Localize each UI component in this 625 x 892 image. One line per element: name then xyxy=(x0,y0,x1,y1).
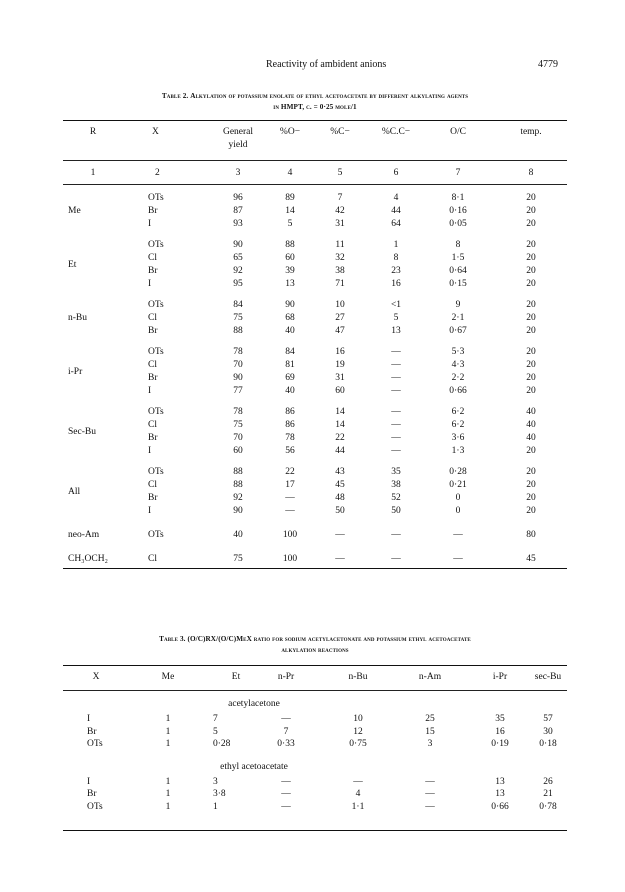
table2-colnum-2: 3 xyxy=(235,168,241,178)
table2-colnum-1: 2 xyxy=(155,168,160,178)
table2-cell: 1·3 xyxy=(451,446,465,456)
table3-header-1: Me xyxy=(161,672,175,682)
table2-cell: 16 xyxy=(391,279,401,289)
table2-cell-X: OTs xyxy=(148,407,164,417)
table2-cell: 38 xyxy=(335,266,345,276)
table2-cell: 0·05 xyxy=(449,219,467,229)
table2-cell: 0·16 xyxy=(449,206,467,216)
table2-cell: 0·66 xyxy=(449,386,467,396)
table2-cell: 20 xyxy=(526,493,536,503)
table2-cell: 13 xyxy=(391,326,401,336)
table2-cell-X: I xyxy=(148,446,152,456)
table2-cell: — xyxy=(335,530,345,540)
table2-cell: — xyxy=(391,360,401,370)
table3-cell-X: OTs xyxy=(87,739,103,749)
table3-header-7: sec-Bu xyxy=(534,672,562,682)
table3-cell: 3 xyxy=(213,776,218,787)
table2-cell: 1 xyxy=(393,240,399,250)
table2-group-5-R: All xyxy=(68,486,81,497)
running-title: Reactivity of ambident anions xyxy=(266,59,387,70)
table2-cell: 42 xyxy=(335,206,345,216)
table3-header-2: Et xyxy=(231,672,241,682)
table3-cell: 1 xyxy=(165,714,171,724)
table2-cell: 52 xyxy=(391,493,401,503)
table2-cell: — xyxy=(453,530,463,540)
table2-cell-X: Cl xyxy=(148,480,157,490)
table2-cell: — xyxy=(453,554,463,564)
table2-cell: 40 xyxy=(526,407,536,417)
table2-cell: 20 xyxy=(526,300,536,310)
table2-header-0: R xyxy=(89,127,97,137)
table2-cell: 20 xyxy=(526,467,536,477)
table2-cell: 32 xyxy=(335,253,345,263)
page-number: 4779 xyxy=(538,59,558,70)
table3-caption-line2: alkylation reactions xyxy=(281,646,349,654)
table2-cell-X: Br xyxy=(148,433,158,443)
table2-cell: — xyxy=(391,446,401,456)
table2-cell-X: Cl xyxy=(148,554,157,564)
table2-cell: 96 xyxy=(233,193,243,203)
table2-cell: 88 xyxy=(233,480,243,490)
table2-colnum-0: 1 xyxy=(90,168,96,178)
table2-group-4-R: Sec-Bu xyxy=(68,426,96,437)
table3-cell: 0·28 xyxy=(213,739,231,749)
table2-group-3-R: i-Pr xyxy=(68,366,83,377)
table2-cell: 100 xyxy=(282,530,298,540)
table3-cell: 35 xyxy=(495,714,505,724)
table2-cell: 2·2 xyxy=(451,373,465,383)
table2-cell: 90 xyxy=(233,240,243,250)
table3-bottom-rule xyxy=(63,830,567,831)
table3-cell: 3 xyxy=(427,739,433,749)
table3-cell: 21 xyxy=(543,789,553,799)
table2-cell: 43 xyxy=(335,467,345,477)
table2-cell: 9 xyxy=(455,300,461,310)
table2-cell: 14 xyxy=(285,206,295,216)
table3-cell: 15 xyxy=(425,726,435,737)
table3-caption-line1: (O/C)RX/(O/C)MeX ratio for sodium acetylacetonate and potassium ethyl acetoacetate xyxy=(187,635,471,643)
table2-cell: 81 xyxy=(285,360,295,370)
table2-cell-X: I xyxy=(148,386,152,396)
table3-section-0-label: acetylacetone xyxy=(228,699,280,709)
table3-cell: 0·75 xyxy=(349,739,367,749)
table2-cell: 90 xyxy=(233,373,243,383)
table2-numbers-rule xyxy=(63,184,567,185)
table3-header-rule xyxy=(63,690,567,691)
table3-cell: — xyxy=(425,801,435,812)
table2-cell: 17 xyxy=(285,480,295,490)
table3-cell-X: I xyxy=(87,714,91,724)
table3-cell: 16 xyxy=(495,726,505,737)
table2-cell: — xyxy=(391,433,401,443)
table2-cell: <1 xyxy=(390,300,402,310)
table2-header-5: %C.C− xyxy=(381,127,411,137)
table2-cell: 19 xyxy=(335,360,345,370)
table2-cell: 93 xyxy=(233,219,243,229)
table2-cell: 4 xyxy=(393,193,399,203)
table2-cell: 3·6 xyxy=(451,433,465,443)
table3-cell: 10 xyxy=(353,714,363,724)
table3-cell: 0·18 xyxy=(539,739,557,749)
table2-cell: 20 xyxy=(526,206,536,216)
table2-cell: 50 xyxy=(391,506,401,516)
table3-cell: 1 xyxy=(213,801,218,812)
table2-cell: 40 xyxy=(526,433,536,443)
table3-cell: 1 xyxy=(165,726,171,737)
table2-cell: 20 xyxy=(526,313,536,323)
table3-cell: 0·78 xyxy=(539,801,557,812)
table2-cell: 5 xyxy=(393,313,399,323)
table2-cell: 0 xyxy=(455,493,461,503)
table3-cell-X: I xyxy=(87,776,91,787)
table2-cell: 20 xyxy=(526,240,536,250)
table2-cell: 22 xyxy=(335,433,345,443)
table3-header-0: X xyxy=(92,672,100,682)
table2-cell: 88 xyxy=(285,240,295,250)
table2-cell: 44 xyxy=(391,206,401,216)
table3-cell: — xyxy=(281,714,291,724)
table2-cell: 60 xyxy=(233,446,243,456)
table2-cell: 78 xyxy=(233,347,243,357)
table2-cell: 45 xyxy=(526,554,536,564)
table2-cell: 40 xyxy=(526,420,536,430)
table3-cell: — xyxy=(425,789,435,799)
table2-cell: 64 xyxy=(391,219,401,229)
table2-cell-X: OTs xyxy=(148,300,164,310)
table2-cell: 86 xyxy=(285,407,295,417)
table2-cell-X: I xyxy=(148,279,152,289)
table2-cell: 56 xyxy=(285,446,295,456)
table2-cell: 10 xyxy=(335,300,345,310)
table2-cell-X: I xyxy=(148,219,152,229)
table2-caption-line2: in HMPT, c. = 0·25 mole/1 xyxy=(273,103,357,111)
table2-cell: 86 xyxy=(285,420,295,430)
table3-cell: 7 xyxy=(213,714,218,724)
table2-cell: 71 xyxy=(335,279,345,289)
table2-cell: 39 xyxy=(285,266,295,276)
table2-top-rule xyxy=(63,120,567,121)
table2-colnum-4: 5 xyxy=(337,168,343,178)
table2-cell: — xyxy=(285,493,295,503)
table2-header-1: X xyxy=(152,127,159,137)
table3-cell: — xyxy=(281,789,291,799)
table2-cell: 65 xyxy=(233,253,243,263)
table2-cell: 1·5 xyxy=(451,253,465,263)
table2-cell: 100 xyxy=(282,554,298,564)
table2-caption-line1: Alkylation of potassium enolate of ethyl acetoacetate by different alkylating agents xyxy=(190,92,469,100)
table3-header-6: i-Pr xyxy=(492,672,508,682)
table2-cell: 20 xyxy=(526,219,536,229)
table2-cell: 38 xyxy=(391,480,401,490)
table2-cell: 0·28 xyxy=(449,467,467,477)
table3-cell: — xyxy=(353,776,363,787)
table3-cell: 1 xyxy=(165,801,171,812)
table2-cell: 6·2 xyxy=(451,407,465,417)
table2-cell: 8 xyxy=(393,253,399,263)
table2-colnum-6: 7 xyxy=(455,168,461,178)
table2-colnum-3: 4 xyxy=(287,168,293,178)
table2-colnum-7: 8 xyxy=(528,168,534,178)
table2-cell: 20 xyxy=(526,266,536,276)
table2-caption xyxy=(60,91,570,113)
table2-cell: 90 xyxy=(285,300,295,310)
table2-cell-X: I xyxy=(148,506,152,516)
table2-cell-X: OTs xyxy=(148,240,164,250)
table3-header-4: n-Bu xyxy=(348,672,368,682)
table2-cell-X: OTs xyxy=(148,193,164,203)
table2-header-2: General xyxy=(222,127,254,137)
table2-cell-X: Br xyxy=(148,373,158,383)
table2-cell: 80 xyxy=(526,530,536,540)
table2-cell: 5·3 xyxy=(451,347,465,357)
table2-cell-X: OTs xyxy=(148,530,164,540)
table2-cell: 95 xyxy=(233,279,243,289)
table2-cell: 70 xyxy=(233,360,243,370)
table2-group-6-R: neo-Am xyxy=(68,530,100,540)
table2-cell: 27 xyxy=(335,313,345,323)
table3-cell: 57 xyxy=(543,714,553,724)
table2-cell-X: Br xyxy=(148,266,158,276)
table3-cell: — xyxy=(425,776,435,787)
table3-top-rule xyxy=(63,665,567,666)
table2-cell: — xyxy=(285,506,295,516)
table2-cell: 68 xyxy=(285,313,295,323)
table2-cell-X: OTs xyxy=(148,467,164,477)
table2-cell-X: Br xyxy=(148,206,158,216)
table2-cell: 20 xyxy=(526,373,536,383)
table2-cell: 92 xyxy=(233,266,243,276)
table2-caption-prefix: Table 2. xyxy=(161,92,189,100)
table3-cell: — xyxy=(281,801,291,812)
table3-header-3: n-Pr xyxy=(277,672,295,682)
table3-cell: — xyxy=(281,776,291,787)
table2-group-0-R: Me xyxy=(68,206,81,216)
table2-cell: 20 xyxy=(526,193,536,203)
table2-cell: 84 xyxy=(233,300,243,310)
table2-group-2-R: n-Bu xyxy=(68,313,87,323)
table3-cell: 3·8 xyxy=(213,789,226,799)
table2-cell: 45 xyxy=(335,480,345,490)
table2-cell: 0·67 xyxy=(449,326,467,336)
table2-header-7: temp. xyxy=(520,127,542,137)
table2-cell: 31 xyxy=(335,219,345,229)
table2-cell-X: Br xyxy=(148,493,158,503)
table2-cell: 13 xyxy=(285,279,295,289)
table2-cell: 22 xyxy=(285,467,295,477)
table2-cell: 31 xyxy=(335,373,345,383)
table2-cell: 69 xyxy=(285,373,295,383)
table2-cell: 60 xyxy=(335,386,345,396)
table2-cell-X: OTs xyxy=(148,347,164,357)
table2-cell: — xyxy=(391,554,401,564)
table2-header-3: %O− xyxy=(279,127,301,137)
table3-caption xyxy=(60,634,570,656)
table2-cell: 6·2 xyxy=(451,420,465,430)
table2-cell: 20 xyxy=(526,347,536,357)
table2-cell: 20 xyxy=(526,386,536,396)
table2-cell: 50 xyxy=(335,506,345,516)
table2-cell: 0·64 xyxy=(449,266,467,276)
table2-cell: 4·3 xyxy=(451,360,465,370)
table2-cell: 92 xyxy=(233,493,243,503)
table2-cell: 47 xyxy=(335,326,345,336)
table2-header-rule xyxy=(63,160,567,161)
table3-cell: 30 xyxy=(543,726,553,737)
table2-cell: 20 xyxy=(526,480,536,490)
table2-cell: — xyxy=(391,530,401,540)
table3-cell: 5 xyxy=(213,726,218,737)
table2-cell-X: Cl xyxy=(148,313,157,323)
table2-cell: 40 xyxy=(285,386,295,396)
table2-cell: 84 xyxy=(285,347,295,357)
table3-caption-prefix: Table 3. xyxy=(159,635,186,643)
table3-cell: 1·1 xyxy=(351,801,365,812)
table2-cell: 40 xyxy=(285,326,295,336)
table2-cell: 8 xyxy=(455,240,461,250)
table2-cell: 0·21 xyxy=(449,480,467,490)
table2-cell: — xyxy=(391,386,401,396)
table2-cell: 23 xyxy=(391,266,401,276)
table2-cell-X: Cl xyxy=(148,360,157,370)
table2-cell: 0 xyxy=(455,506,461,516)
table2-cell: 78 xyxy=(233,407,243,417)
table2-cell: 90 xyxy=(233,506,243,516)
table2-cell: 11 xyxy=(335,240,345,250)
table2-cell: 8·1 xyxy=(451,193,465,203)
table2-colnum-5: 6 xyxy=(393,168,399,178)
table3-cell: 4 xyxy=(355,789,361,799)
table2-cell-X: Cl xyxy=(148,253,157,263)
table2-cell: 88 xyxy=(233,326,243,336)
table2-cell: 0·15 xyxy=(449,279,467,289)
table2-cell: 2·1 xyxy=(451,313,465,323)
table2-cell: 14 xyxy=(335,420,345,430)
table3-cell: 12 xyxy=(353,726,363,737)
table2-cell: 88 xyxy=(233,467,243,477)
table2-cell: 70 xyxy=(233,433,243,443)
table2-cell: — xyxy=(335,554,345,564)
table2-cell: 20 xyxy=(526,446,536,456)
table2-cell: 87 xyxy=(233,206,243,216)
table2-cell: 7 xyxy=(337,193,343,203)
table3-cell: 0·19 xyxy=(491,739,509,749)
table2-header-4: %C− xyxy=(330,127,350,137)
table2-header-sub: yield xyxy=(228,140,248,150)
table3-cell-X: Br xyxy=(87,789,97,799)
table2-group-1-R: Et xyxy=(68,259,77,270)
table2-cell: — xyxy=(391,347,401,357)
table2-bottom-rule xyxy=(63,568,567,569)
table3-cell: 0·33 xyxy=(277,739,295,749)
table2-cell: 20 xyxy=(526,360,536,370)
table2-cell: 20 xyxy=(526,326,536,336)
table2-header-6: O/C xyxy=(450,127,466,137)
table2-cell: 77 xyxy=(233,386,243,396)
table3-cell-X: Br xyxy=(87,726,97,737)
table2-group-7-R: CH₃OCH₂ xyxy=(68,554,108,564)
table3-cell: 1 xyxy=(165,739,171,749)
table2-cell: 20 xyxy=(526,279,536,289)
table2-cell: — xyxy=(391,407,401,417)
table2-cell: 44 xyxy=(335,446,345,456)
table2-cell: 78 xyxy=(285,433,295,443)
table3-cell: 26 xyxy=(543,776,553,787)
table3-cell: 1 xyxy=(165,776,171,787)
table2-cell-X: Cl xyxy=(148,420,157,430)
table3-cell: 13 xyxy=(495,789,505,799)
table2-cell: 14 xyxy=(335,407,345,417)
table2-cell: — xyxy=(391,420,401,430)
table2-cell: 60 xyxy=(285,253,295,263)
table3-section-1-label: ethyl acetoacetate xyxy=(220,761,288,772)
table2-cell: 20 xyxy=(526,253,536,263)
table2-cell: 5 xyxy=(287,219,293,229)
table2-cell: 75 xyxy=(233,420,243,430)
table3-cell: 1 xyxy=(165,789,171,799)
table3-cell: 13 xyxy=(495,776,505,787)
table3-header-5: n-Am xyxy=(418,672,442,682)
table2-cell: 20 xyxy=(526,506,536,516)
table3-cell-X: OTs xyxy=(87,801,103,812)
table2-cell-X: Br xyxy=(148,326,158,336)
table3-cell: 25 xyxy=(425,714,435,724)
table2-cell: 16 xyxy=(335,347,345,357)
table2-cell: — xyxy=(391,373,401,383)
table2-cell: 35 xyxy=(391,467,401,477)
table3-cell: 7 xyxy=(283,726,289,737)
table2-cell: 89 xyxy=(285,193,295,203)
table2-cell: 40 xyxy=(233,530,243,540)
table2-cell: 75 xyxy=(233,313,243,323)
table2-cell: 48 xyxy=(335,493,345,503)
table2-cell: 75 xyxy=(233,554,243,564)
table3-cell: 0·66 xyxy=(491,801,509,812)
